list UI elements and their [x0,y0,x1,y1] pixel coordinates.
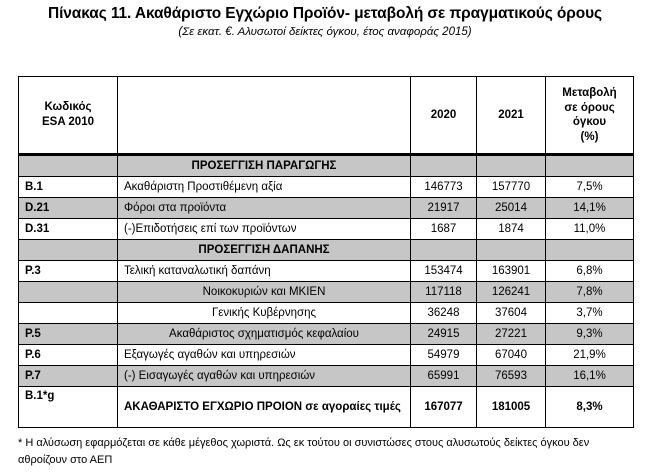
cell-description: Τελική καταναλωτική δαπάνη [118,261,411,282]
cell-change: 14,1% [546,198,634,219]
gdp-table [18,76,634,428]
cell-change: 7,5% [546,177,634,198]
cell-change: 7,8% [546,282,634,303]
cell-code: P.7 [19,366,118,387]
total-row [19,387,634,428]
cell-2020: 65991 [411,366,477,387]
table-body [19,155,634,428]
header-description [118,77,411,155]
section-row [19,155,634,177]
cell-2021 [477,240,546,261]
cell-2021 [477,155,546,177]
cell-2020: 24915 [411,324,477,345]
header-change-line1: Μεταβολή [562,87,617,99]
cell-code: B.1 [19,177,118,198]
cell-2021: 1874 [477,219,546,240]
cell-description: Γενικής Κυβέρνησης [118,303,411,324]
cell-code: P.6 [19,345,118,366]
cell-2021: 163901 [477,261,546,282]
table-row [19,177,634,198]
cell-change: 8,3% [546,387,634,428]
cell-2020: 153474 [411,261,477,282]
cell-code [19,240,118,261]
header-change-line3: όγκου [572,116,607,128]
cell-2020 [411,155,477,177]
section-row [19,240,634,261]
cell-code: B.1*g [19,387,118,428]
cell-2021: 25014 [477,198,546,219]
cell-code [19,155,118,177]
cell-change: 9,3% [546,324,634,345]
cell-2020: 54979 [411,345,477,366]
cell-change [546,240,634,261]
cell-2021: 181005 [477,387,546,428]
cell-change [546,155,634,177]
table-subtitle: (Σε εκατ. €. Αλυσωτοί δείκτες όγκου, έτος αναφοράς 2015) [178,26,472,38]
cell-2021: 27221 [477,324,546,345]
cell-description: ΑΚΑΘΑΡΙΣΤΟ ΕΓΧΩΡΙΟ ΠΡΟΙΟΝ σε αγοραίες τιμές [118,387,411,428]
cell-description: Ακαθάριστος σχηματισμός κεφαλαίου [118,324,411,345]
cell-description: (-)Επιδοτήσεις επί των προϊόντων [118,219,411,240]
cell-description: Φόροι στα προϊόντα [118,198,411,219]
header-year-2021: 2021 [477,77,546,155]
cell-change: 16,1% [546,366,634,387]
cell-change: 3,7% [546,303,634,324]
cell-2021: 126241 [477,282,546,303]
header-change [546,77,634,155]
table-row [19,345,634,366]
cell-code: P.3 [19,261,118,282]
cell-2020 [411,240,477,261]
header-code-line2: ESA 2010 [42,116,94,128]
cell-2021: 76593 [477,366,546,387]
table-title: Πίνακας 11. Ακαθάριστο Εγχώριο Προϊόν- μεταβολή σε πραγματικούς όρους [47,5,603,22]
cell-code: P.5 [19,324,118,345]
cell-code: D.31 [19,219,118,240]
header-year-2020: 2020 [411,77,477,155]
header-change-line4: (%) [580,130,599,143]
cell-code: D.21 [19,198,118,219]
table-row [19,324,634,345]
header-code [19,77,118,155]
header-code-line1: Κωδικός [44,101,92,113]
cell-2021: 37604 [477,303,546,324]
cell-2020: 167077 [411,387,477,428]
table-row [19,261,634,282]
cell-change: 11,0% [546,219,634,240]
table-row [19,198,634,219]
cell-change: 6,8% [546,261,634,282]
cell-description: (-) Εισαγωγές αγαθών και υπηρεσιών [118,366,411,387]
cell-2020: 146773 [411,177,477,198]
footnote: * Η αλύσωση εφαρμόζεται σε κάθε μέγεθος χωριστά. Ως εκ τούτου οι συνιστώσες στους αλυσωτούς δείκτες όγκου δεν αθροίζουν στο ΑΕΠ [18,437,590,466]
cell-2021: 67040 [477,345,546,366]
header-row [19,77,634,155]
table-row [19,366,634,387]
cell-code [19,282,118,303]
cell-2021: 157770 [477,177,546,198]
header-change-line2: σε όρους [564,101,615,114]
cell-2020: 21917 [411,198,477,219]
cell-description: Εξαγωγές αγαθών και υπηρεσιών [118,345,411,366]
cell-2020: 1687 [411,219,477,240]
cell-2020: 36248 [411,303,477,324]
cell-description: Νοικοκυριών και ΜΚΙΕΝ [118,282,411,303]
cell-description: Ακαθάριστη Προστιθέμενη αξία [118,177,411,198]
table-row [19,282,634,303]
cell-change: 21,9% [546,345,634,366]
cell-code [19,303,118,324]
table-row [19,303,634,324]
cell-description: ΠΡΟΣΕΓΓΙΣΗ ΠΑΡΑΓΩΓΗΣ [118,155,411,177]
cell-2020: 117118 [411,282,477,303]
table-row [19,219,634,240]
cell-description: ΠΡΟΣΕΓΓΙΣΗ ΔΑΠΑΝΗΣ [118,240,411,261]
